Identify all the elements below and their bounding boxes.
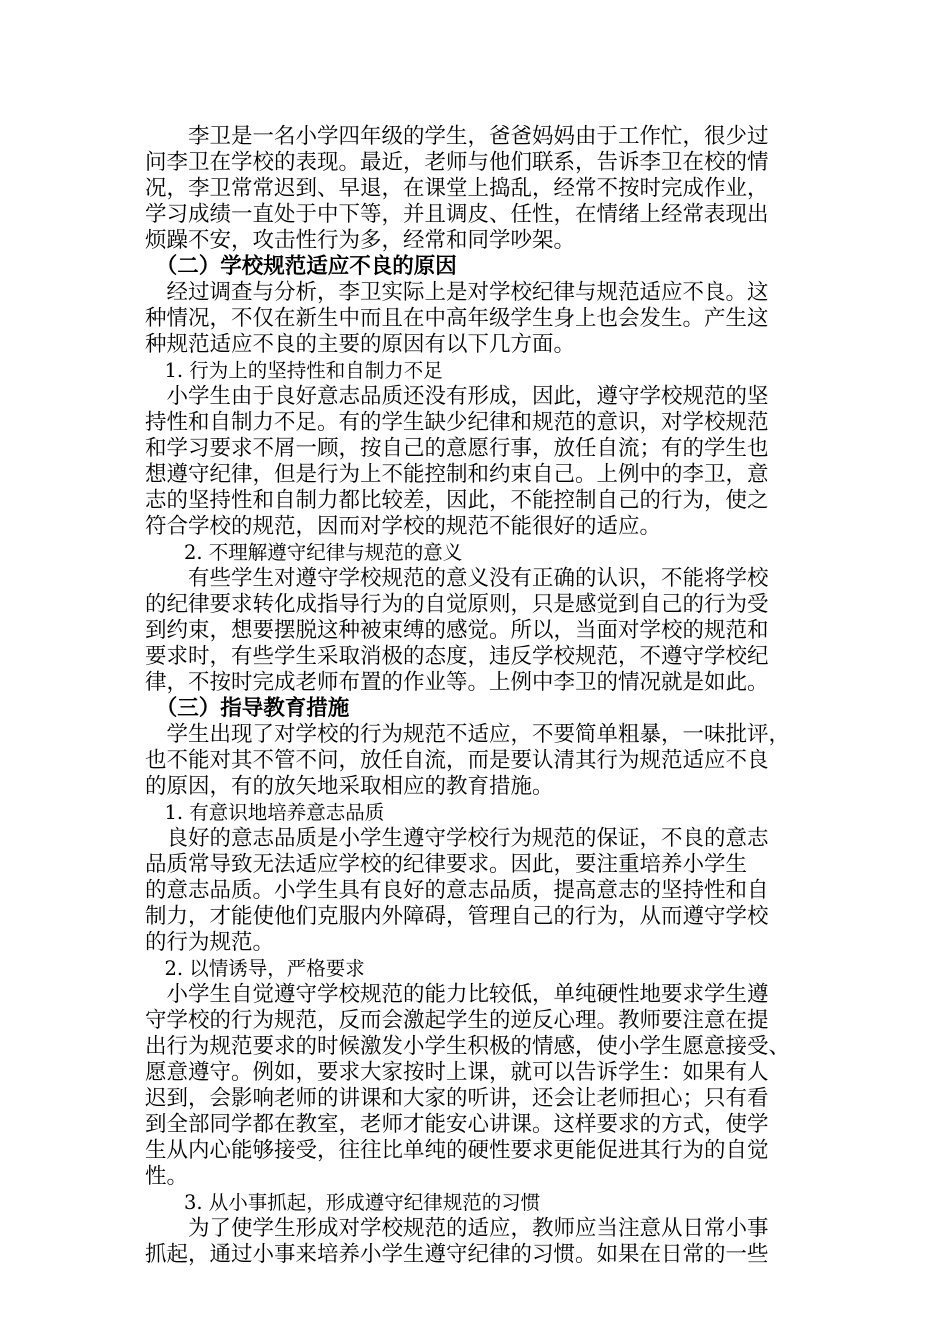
subsection-heading: 1. 有意识地培养意志品质 [145,801,385,824]
paragraph-line: 烦躁不安，攻击性行为多，经常和同学吵架。 [145,228,576,253]
paragraph-line: 的纪律要求转化成指导行为的自觉原则，只是感觉到自己的行为受 [145,592,769,617]
section-heading: （二）学校规范适应不良的原因 [145,254,457,279]
paragraph-line: 的行为规范。 [145,930,275,955]
paragraph-line: 的意志品质。小学生具有良好的意志品质，提高意志的坚持性和自 [145,878,769,903]
paragraph-line: 生从内心能够接受，往往比单纯的硬性要求更能促进其行为的自觉 [145,1138,769,1163]
subsection-heading: 2. 以情诱导，严格要求 [145,957,365,980]
paragraph-line: 经过调查与分析，李卫实际上是对学校纪律与规范适应不良。这 [145,280,769,305]
paragraph-line: 种规范适应不良的主要的原因有以下几方面。 [145,332,576,357]
paragraph-line: 到全部同学都在教室，老师才能安心讲课。这样要求的方式，使学 [145,1112,769,1137]
paragraph-line: 志的坚持性和自制力都比较差，因此，不能控制自己的行为，使之 [145,488,769,513]
paragraph-line: 小学生自觉遵守学校规范的能力比较低，单纯硬性地要求学生遵 [145,982,769,1007]
paragraph-line: 抓起，通过小事来培养小学生遵守纪律的习惯。如果在日常的一些 [145,1242,769,1267]
paragraph-line: 性。 [145,1164,189,1189]
paragraph-line: 迟到，会影响老师的讲课和大家的听讲，还会让老师担心；只有看 [145,1086,769,1111]
paragraph-line: 和学习要求不屑一顾，按自己的意愿行事，放任自流；有的学生也 [145,436,769,461]
paragraph-line: 况，李卫常常迟到、早退，在课堂上捣乱，经常不按时完成作业， [145,176,769,201]
paragraph-line: 守学校的行为规范，反而会激起学生的逆反心理。教师要注意在提 [145,1008,769,1033]
subsection-heading: 1. 行为上的坚持性和自制力不足 [145,359,443,382]
paragraph-line: 要求时，有些学生采取消极的态度，违反学校规范，不遵守学校纪 [145,644,769,669]
paragraph-line: 品质常导致无法适应学校的纪律要求。因此，要注重培养小学生 [145,852,748,877]
paragraph-line: 小学生由于良好意志品质还没有形成，因此，遵守学校规范的坚 [145,384,769,409]
paragraph-line: 为了使学生形成对学校规范的适应，教师应当注意从日常小事 [145,1216,769,1241]
paragraph-line: 出行为规范要求的时候激发小学生积极的情感，使小学生愿意接受、 [145,1034,791,1059]
paragraph-line: 李卫是一名小学四年级的学生，爸爸妈妈由于工作忙，很少过 [145,124,769,149]
paragraph-line: 持性和自制力不足。有的学生缺少纪律和规范的意识，对学校规范 [145,410,769,435]
paragraph-line: 愿意遵守。例如，要求大家按时上课，就可以告诉学生：如果有人 [145,1060,769,1085]
paragraph-line: 律，不按时完成老师布置的作业等。上例中李卫的情况就是如此。 [145,670,769,695]
paragraph-line: 学生出现了对学校的行为规范不适应，不要简单粗暴，一味批评， [145,722,791,747]
paragraph-line: 制力，才能使他们克服内外障碍，管理自己的行为，从而遵守学校 [145,904,769,929]
paragraph-line: 问李卫在学校的表现。最近，老师与他们联系，告诉李卫在校的情 [145,150,769,175]
paragraph-line: 想遵守纪律，但是行为上不能控制和约束自己。上例中的李卫，意 [145,462,769,487]
paragraph-line: 种情况，不仅在新生中而且在中高年级学生身上也会发生。产生这 [145,306,769,331]
section-heading: （三）指导教育措施 [145,696,350,721]
paragraph-line: 符合学校的规范，因而对学校的规范不能很好的适应。 [145,514,662,539]
paragraph-line: 学习成绩一直处于中下等，并且调皮、任性，在情绪上经常表现出 [145,202,769,227]
paragraph-line: 良好的意志品质是小学生遵守学校行为规范的保证，不良的意志 [145,826,769,851]
paragraph-line: 的原因，有的放矢地采取相应的教育措施。 [145,774,554,799]
subsection-heading: 2. 不理解遵守纪律与规范的意义 [145,541,463,564]
subsection-heading: 3. 从小事抓起，形成遵守纪律规范的习惯 [145,1191,541,1214]
paragraph-line: 也不能对其不管不问，放任自流，而是要认清其行为规范适应不良 [145,748,769,773]
paragraph-line: 到约束，想要摆脱这种被束缚的感觉。所以，当面对学校的规范和 [145,618,769,643]
paragraph-line: 有些学生对遵守学校规范的意义没有正确的认识，不能将学校 [145,566,769,591]
